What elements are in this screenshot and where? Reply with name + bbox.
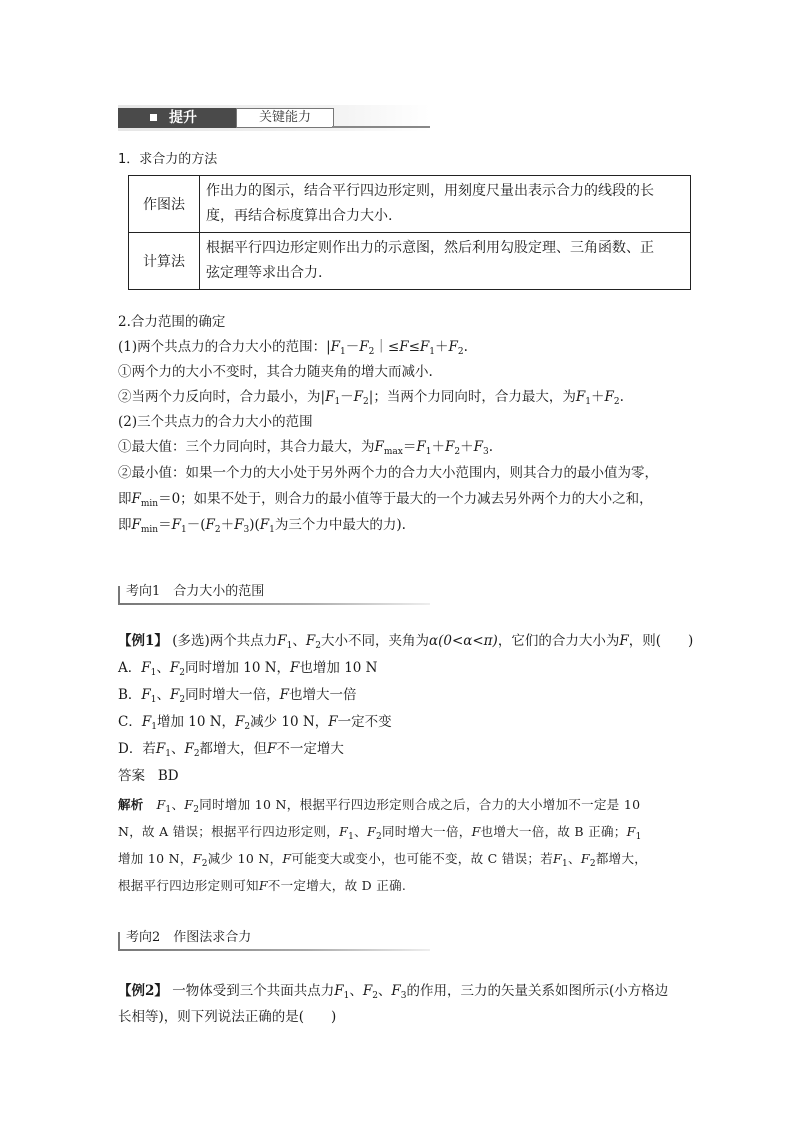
range-two-forces: (1)两个共点力的合力大小的范围：$|F_1-F_2|\le F\le F_1+F_2$.: [118, 339, 468, 357]
table-row: [129, 233, 691, 290]
range-min-1: ②最小值：如果一个力的大小处于另外两个力的合力大小范围内，则其合力的最小值为零，: [118, 465, 658, 481]
banner-subtitle: 关键能力: [236, 108, 334, 128]
solution-line-3: 增加 10 N，$F_2$减少 10 N，F可能变大或变小，也可能不变，故 C 错误；若$F_1$、$F_2$都增大，: [118, 851, 648, 869]
option-c: C．$F_1$增加 10 N，$F_2$减少 10 N，F一定不变: [118, 714, 392, 732]
section-banner: [118, 105, 430, 131]
topic-2-header: [118, 928, 430, 950]
range-min-2: 即$F_{min}=0$；如果不处于，则合力的最小值等于最大的一个力减去另外两个力的大小之和，: [118, 491, 653, 509]
method-key: 作图法: [129, 176, 200, 233]
range-note-1: ①两个力的大小不变时，其合力随夹角的增大而减小.: [118, 364, 433, 380]
option-d: D．若$F_1$、$F_2$都增大，但F不一定增大: [118, 741, 344, 759]
solution-line-2: N，故 A 错误；根据平行四边形定则，$F_1$、$F_2$同时增大一倍，F也增大一倍，故 B 正确；$F_1$: [118, 824, 642, 842]
method-desc: 根据平行四边形定则作出力的示意图，然后利用勾股定理、三角函数、正 弦定理等求出合力.: [200, 233, 691, 290]
option-b: B．$F_1$、$F_2$同时增大一倍，F也增大一倍: [118, 687, 357, 705]
section-2-title: 2.合力范围的确定: [118, 314, 226, 330]
range-max: ①最大值：三个力同向时，其合力最大，为$F_{max}=F_1+F_2+F_3$.: [118, 439, 493, 457]
topic-2-title: 考向2 作图法求合力: [126, 930, 252, 945]
example-2-question-1: 【例2】 一物体受到三个共面共点力$F_1$、$F_2$、$F_3$的作用，三力的矢量关系如图所示(小方格边: [118, 983, 669, 1001]
range-note-2: ②当两个力反向时，合力最小，为$|F_1-F_2|$；当两个力同向时，合力最大，为$F_1+F_2$.: [118, 389, 624, 407]
table-row: [129, 176, 691, 233]
section-1-title: 1．求合力的方法: [118, 152, 218, 167]
method-desc: 作出力的图示，结合平行四边形定则，用刻度尺量出表示合力的线段的长 度，再结合标度算出合力大小.: [200, 176, 691, 233]
solution-line-4: 根据平行四边形定则可知F不一定增大，故 D 正确.: [118, 878, 407, 893]
solution-line-1: 解析 $F_1$、$F_2$同时增加 10 N，根据平行四边形定则合成之后，合力的大小增加不一定是 10: [118, 797, 641, 815]
range-three-title: (2)三个共点力的合力大小的范围: [118, 414, 313, 430]
example-2-question-2: 长相等)，则下列说法正确的是( ): [118, 1009, 337, 1025]
square-bullet-icon: [150, 114, 157, 121]
answer-line: 答案 BD: [118, 768, 179, 784]
range-min-3: 即$F_{min}=F_1-(F_2+F_3)(F_1$为三个力中最大的力).: [118, 517, 406, 535]
topic-1-title: 考向1 合力大小的范围: [126, 584, 265, 599]
methods-table: [128, 175, 691, 290]
method-key: 计算法: [129, 233, 200, 290]
topic-1-header: [118, 582, 430, 604]
banner-label: 提升: [118, 108, 236, 128]
example-1-question: 【例1】 (多选)两个共点力$F_1$、$F_2$大小不同，夹角为α(0<α<π)，它们的合力大小为F，则( ): [118, 633, 694, 651]
option-a: A．$F_1$、$F_2$同时增加 10 N，F也增加 10 N: [118, 660, 378, 678]
banner-rule: [332, 126, 430, 128]
